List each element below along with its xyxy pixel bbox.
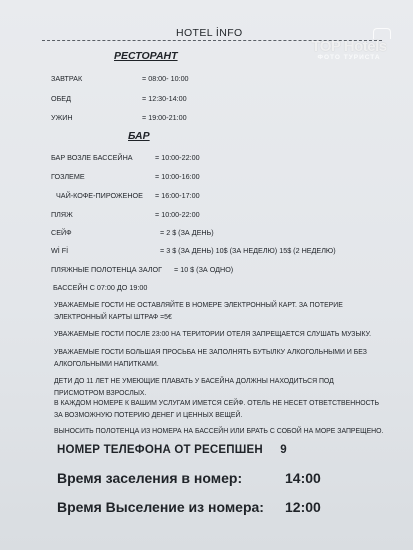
bar-item-value: = 10 $ (ЗА ОДНО) bbox=[174, 265, 234, 274]
watermark-logo: TOP Hotels bbox=[311, 38, 387, 55]
page-title: HOTEL İNFO bbox=[176, 27, 243, 39]
restaurant-item-value: = 19:00-21:00 bbox=[142, 113, 187, 122]
pool-hours: БАССЕЙН С 07:00 ДО 19:00 bbox=[53, 283, 148, 292]
restaurant-item-label: ОБЕД bbox=[51, 94, 71, 103]
bar-item-label: Wİ Fİ bbox=[51, 246, 69, 255]
restaurant-heading: РЕСТОРАНТ bbox=[114, 50, 178, 62]
restaurant-item-value: = 08:00- 10:00 bbox=[142, 74, 189, 83]
check-in-label: Время заселения в номер: bbox=[57, 470, 243, 486]
notice-paragraph: В КАЖДОМ НОМЕРЕ К ВАШИМ УСЛУГАМ ИМЕТСЯ СЕЙФ. ОТЕЛЬ НЕ НЕСЕТ ОТВЕТСТВЕННОСТЬ ЗА ВОЗМОЖНУЮ ПОТЕРИЮ ДЕНЕГ И ЦЕННЫХ ВЕЩЕЙ. bbox=[54, 400, 380, 419]
check-in-time: 14:00 bbox=[285, 470, 321, 486]
bar-heading: БАР bbox=[128, 130, 150, 142]
bar-item-value: = 10:00-16:00 bbox=[155, 172, 200, 181]
crown-icon bbox=[373, 28, 391, 39]
watermark-subtitle: ФОТО ТУРИСТА bbox=[317, 54, 381, 61]
restaurant-item-value: = 12:30-14:00 bbox=[142, 94, 187, 103]
bar-item-label: СЕЙФ bbox=[51, 228, 72, 237]
title-divider bbox=[42, 40, 382, 41]
reception-phone-number: 9 bbox=[280, 444, 287, 456]
bar-item-value: = 3 $ (ЗА ДЕНЬ) 10$ (ЗА НЕДЕЛЮ) 15$ (2 НЕДЕЛЮ) bbox=[160, 246, 336, 255]
restaurant-item-label: ЗАВТРАК bbox=[51, 74, 83, 83]
check-out-time: 12:00 bbox=[285, 499, 321, 515]
reception-phone bbox=[57, 444, 287, 456]
notice-paragraph: УВАЖАЕМЫЕ ГОСТИ НЕ ОСТАВЛЯЙТЕ В НОМЕРЕ ЭЛЕКТРОННЫЙ КАРТ. ЗА ПОТЕРИЕ ЭЛЕКТРОННЫЙ КАРТЫ ШТРАФ =5€ bbox=[54, 302, 343, 321]
bar-item-label: ПЛЯЖ bbox=[51, 210, 73, 219]
bar-item-label: БАР ВОЗЛЕ БАССЕЙНА bbox=[51, 153, 133, 162]
bar-item-value: = 2 $ (ЗА ДЕНЬ) bbox=[160, 228, 214, 237]
check-out-label: Время Выселение из номера: bbox=[57, 499, 264, 515]
notice-paragraph: ДЕТИ ДО 11 ЛЕТ НЕ УМЕЮЩИЕ ПЛАВАТЬ У БАСЕЙНА ДОЛЖНЫ НАХОДИТЬСЯ ПОД ПРИСМОТРОМ ВЗРОСЛЫХ. bbox=[54, 378, 334, 397]
bar-item-label: ЧАЙ-КОФЕ-ПИРОЖЕНОЕ bbox=[56, 191, 143, 200]
restaurant-item-label: УЖИН bbox=[51, 113, 73, 122]
notice-paragraph: УВАЖАЕМЫЕ ГОСТИ ПОСЛЕ 23:00 НА ТЕРИТОРИИ ОТЕЛЯ ЗАПРЕЩАЕТСЯ СЛУШАТЬ МУЗЫКУ. bbox=[54, 331, 372, 338]
tophotels-watermark bbox=[303, 38, 395, 78]
bar-item-value: = 16:00-17:00 bbox=[155, 191, 200, 200]
notice-paragraph: ВЫНОСИТЬ ПОЛОТЕНЦА ИЗ НОМЕРА НА БАССЕЙН ИЛИ БРАТЬ С СОБОЙ НА МОРЕ ЗАПРЕЩЕНО. bbox=[54, 428, 384, 435]
notice-paragraph: УВАЖАЕМЫЕ ГОСТИ БОЛЬШАЯ ПРОСЬБА НЕ ЗАПОЛНЯТЬ БУТЫЛКУ АЛКОГОЛЬНЫМИ И БЕЗ АЛКОГОЛЬНЫМИ НАПИТКАМИ. bbox=[54, 349, 367, 368]
bar-item-label: ГОЗЛЕМЕ bbox=[51, 172, 85, 181]
bar-item-value: = 10:00-22:00 bbox=[155, 153, 200, 162]
bar-item-label: ПЛЯЖНЫЕ ПОЛОТЕНЦА ЗАЛОГ bbox=[51, 265, 163, 274]
bar-item-value: = 10:00-22:00 bbox=[155, 210, 200, 219]
reception-phone-label: НОМЕР ТЕЛЕФОНА ОТ РЕСЕПШЕН bbox=[57, 444, 263, 456]
